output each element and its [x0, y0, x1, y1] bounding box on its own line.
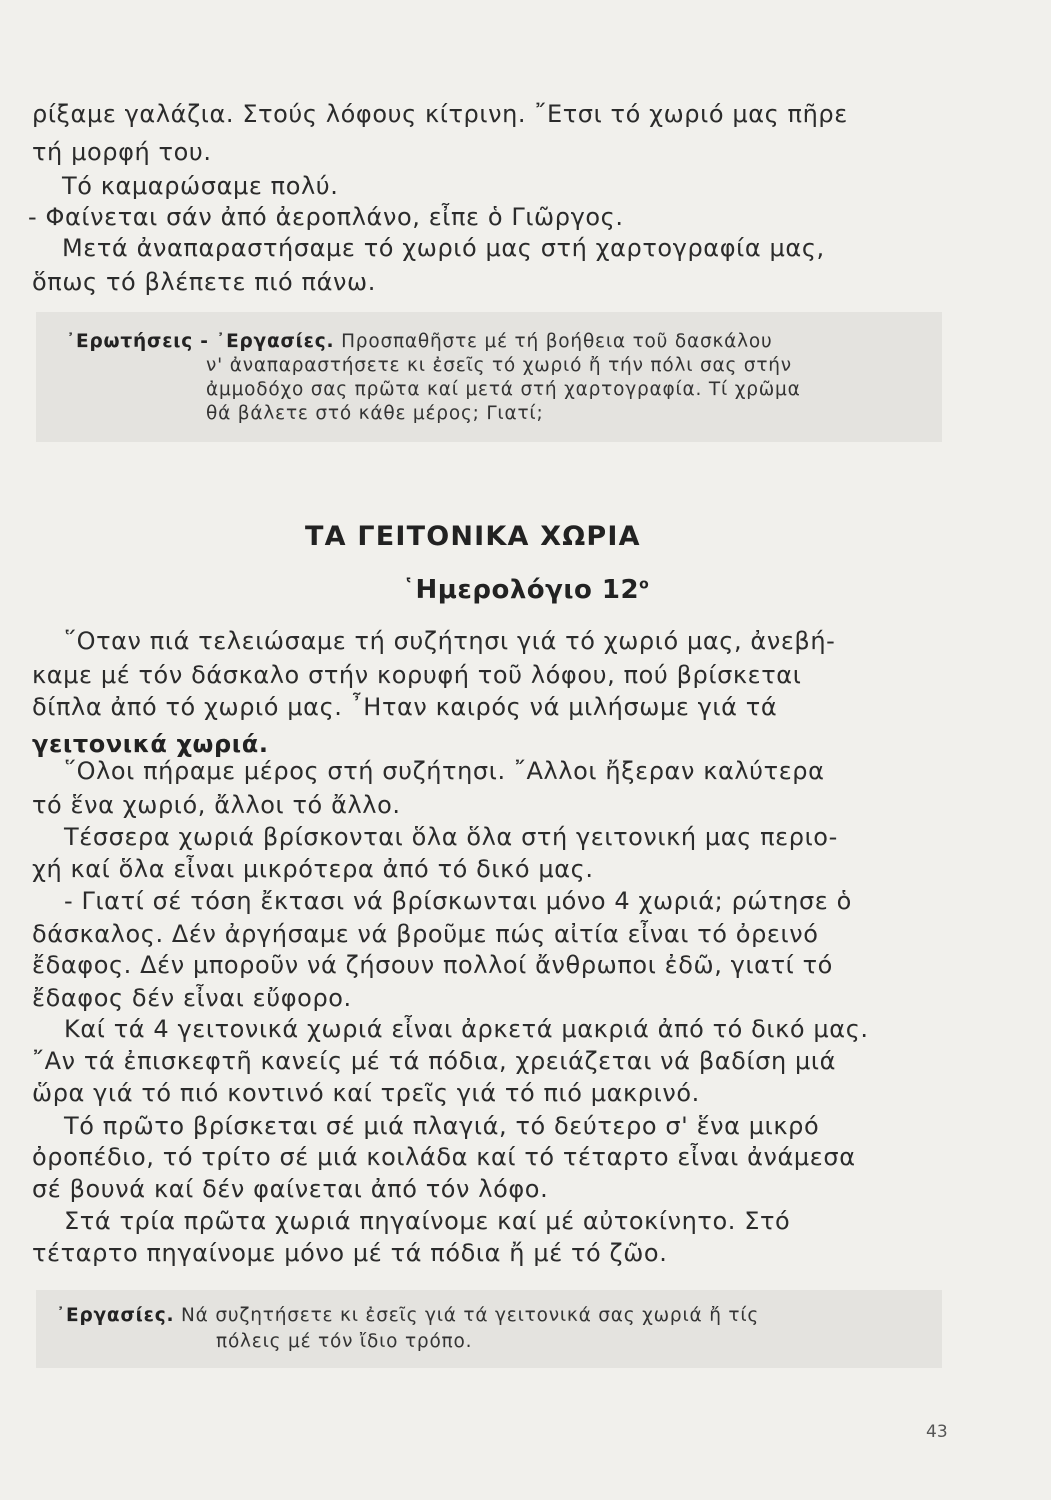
- tasks-line: πόλεις μέ τόν ἴδιο τρόπο.: [216, 1331, 473, 1352]
- text-line: καμε μέ τόν δάσκαλο στήν κορυφή τοῦ λόφου, πού βρίσκεται: [32, 661, 802, 689]
- text-line: τή μορφή του.: [32, 138, 212, 166]
- text-line: ὅπως τό βλέπετε πιό πάνω.: [32, 268, 376, 296]
- text-line: ἔδαφος δέν εἶναι εὔφορο.: [32, 984, 352, 1012]
- questions-line: ἀμμοδόχο σας πρῶτα καί μετά στή χαρτογραφία. Τί χρῶμα: [206, 379, 801, 400]
- text-line: σέ βουνά καί δέν φαίνεται ἀπό τόν λόφο.: [32, 1175, 549, 1203]
- tasks-label: ᾿Εργασίες.: [56, 1305, 175, 1326]
- subtitle-text: ῾Ημερολόγιο 12: [402, 575, 640, 605]
- text-line: ὀροπέδιο, τό τρίτο σέ μιά κοιλάδα καί τό τέταρτο εἶναι ἀνάμεσα: [32, 1143, 856, 1171]
- questions-label: ᾿Ερωτήσεις - ᾿Εργασίες.: [66, 331, 335, 352]
- tasks-text: Νά συζητήσετε κι ἐσεῖς γιά τά γειτονικά σας χωριά ἤ τίς: [181, 1305, 760, 1326]
- text-line: Τό πρῶτο βρίσκεται σέ μιά πλαγιά, τό δεύτερο σ' ἕνα μικρό: [64, 1112, 820, 1140]
- text-line: χή καί ὅλα εἶναι μικρότερα ἀπό τό δικό μας.: [32, 855, 594, 883]
- questions-box: [36, 312, 942, 442]
- text-line: τό ἕνα χωριό, ἄλλοι τό ἄλλο.: [32, 791, 401, 819]
- questions-line: θά βάλετε στό κάθε μέρος; Γιατί;: [206, 403, 544, 424]
- text-line: ἔδαφος. Δέν μποροῦν νά ζήσουν πολλοί ἄνθρωποι ἐδῶ, γιατί τό: [32, 951, 833, 979]
- tasks-line: [56, 1304, 759, 1328]
- text-line: ῞Οταν πιά τελειώσαμε τή συζήτησι γιά τό χωριό μας, ἀνεβή-: [64, 627, 836, 655]
- text-line: ὥρα γιά τό πιό κοντινό καί τρεῖς γιά τό πιό μακρινό.: [32, 1079, 700, 1107]
- text-line: ῎Αν τά ἐπισκεφτῆ κανείς μέ τά πόδια, χρειάζεται νά βαδίση μιά: [32, 1047, 837, 1075]
- text-line: Καί τά 4 γειτονικά χωριά εἶναι ἀρκετά μακριά ἀπό τό δικό μας.: [64, 1015, 869, 1043]
- text-line: Τό καμαρώσαμε πολύ.: [62, 172, 339, 200]
- tasks-box: [36, 1290, 942, 1368]
- text-line: - Γιατί σέ τόση ἔκτασι νά βρίσκωνται μόνο 4 χωριά; ρώτησε ὁ: [64, 887, 852, 915]
- page-number: 43: [926, 1422, 948, 1442]
- text-line: τέταρτο πηγαίνομε μόνο μέ τά πόδια ἤ μέ τό ζῶο.: [32, 1239, 668, 1267]
- section-title: ΤΑ ΓΕΙΤΟΝΙΚΑ ΧΩΡΙΑ: [305, 521, 641, 552]
- questions-line: ν' ἀναπαραστήσετε κι ἐσεῖς τό χωριό ἤ τήν πόλι σας στήν: [206, 355, 792, 376]
- text-line: ρίξαμε γαλάζια. Στούς λόφους κίτρινη. ῎Ετσι τό χωριό μας πῆρε: [32, 100, 848, 128]
- text-line: δάσκαλος. Δέν ἀργήσαμε νά βροῦμε πώς αἰτία εἶναι τό ὀρεινό: [32, 920, 819, 948]
- questions-line: [66, 330, 773, 354]
- text-line: Τέσσερα χωριά βρίσκονται ὅλα ὅλα στή γειτονική μας περιο-: [64, 823, 838, 851]
- questions-text: Προσπαθῆστε μέ τή βοήθεια τοῦ δασκάλου: [341, 331, 773, 352]
- section-subtitle: [402, 575, 649, 605]
- text-line: Στά τρία πρῶτα χωριά πηγαίνομε καί μέ αὐτοκίνητο. Στό: [64, 1207, 791, 1235]
- subtitle-superscript: ο: [639, 576, 650, 593]
- text-line: - Φαίνεται σάν ἀπό ἀεροπλάνο, εἶπε ὁ Γιῶργος.: [28, 203, 624, 231]
- text-line-bold: γειτονικά χωριά.: [32, 730, 269, 758]
- text-line: ῞Ολοι πήραμε μέρος στή συζήτησι. ῎Αλλοι ἤξεραν καλύτερα: [64, 757, 825, 785]
- text-line: δίπλα ἀπό τό χωριό μας. ῏Ηταν καιρός νά μιλήσωμε γιά τά: [32, 693, 778, 721]
- text-line: Μετά ἀναπαραστήσαμε τό χωριό μας στή χαρτογραφία μας,: [62, 234, 825, 262]
